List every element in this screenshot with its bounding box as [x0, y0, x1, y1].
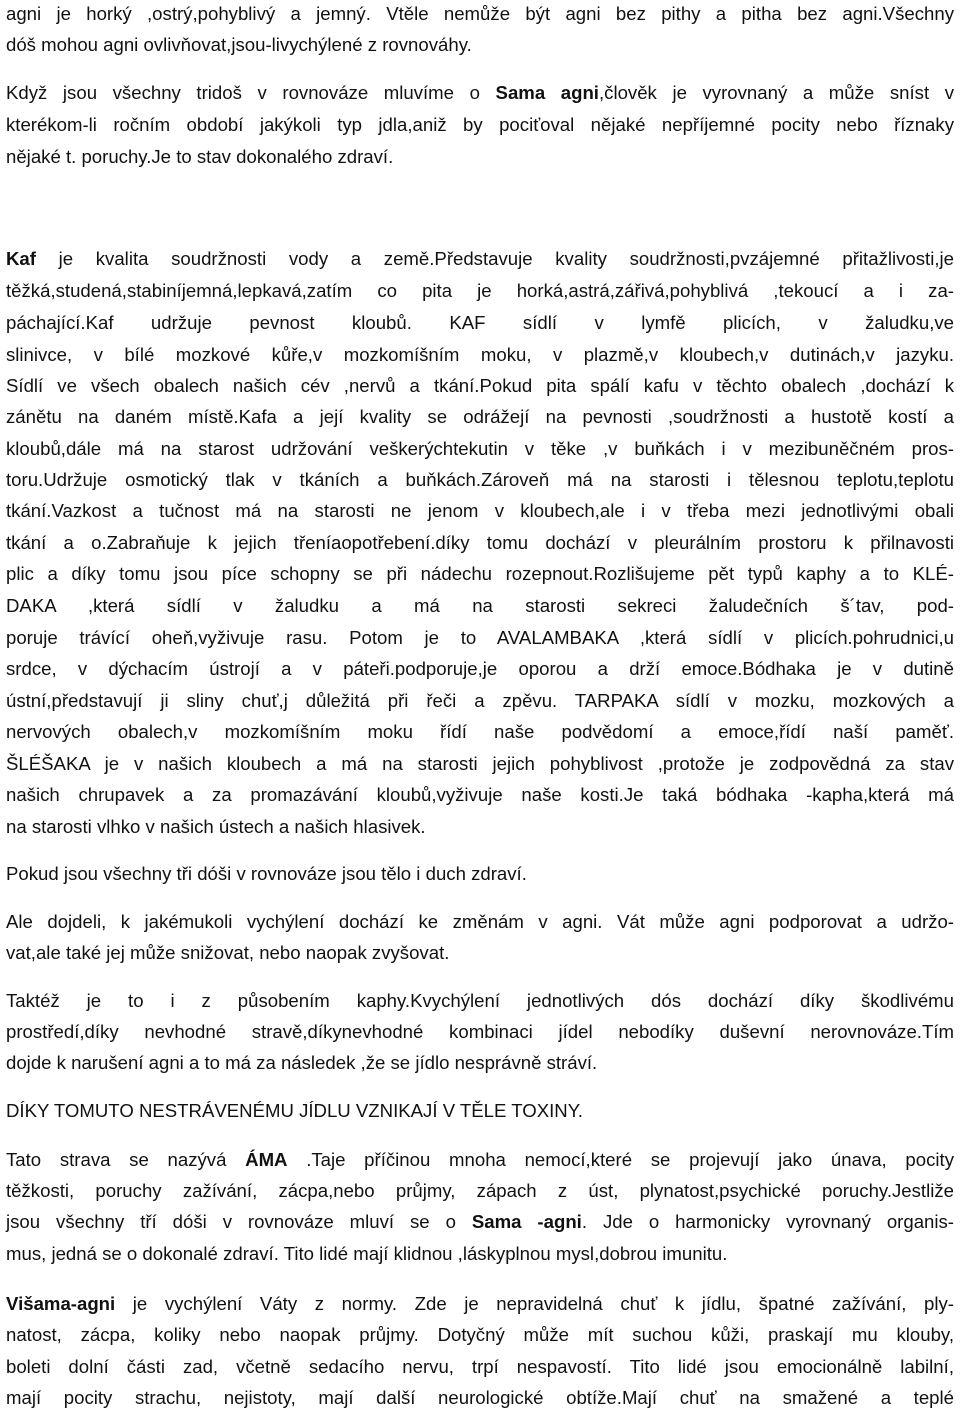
text-line: [6, 1018, 954, 1046]
text-span: Když jsou všechny tridoš v rovnováze mluvíme o: [6, 82, 496, 103]
text-span: . Jde o harmonicky vyrovnaný organis-: [581, 1211, 954, 1232]
text-line: [6, 1384, 954, 1412]
text-line: [6, 111, 954, 139]
text-span: slinivce, v bílé mozkové kůře,v mozkomíšním moku, v plazmě,v kloubech,v dutinách,v jazyku.: [6, 344, 954, 365]
text-span: DAKA ,která sídlí v žaludku a má na starosti sekreci žaludečních š´tav, pod-: [6, 595, 954, 616]
text-span: Tato strava se nazývá: [6, 1149, 246, 1170]
text-span: Sídlí ve všech obalech našich cév ,nervů a tkání.Pokud pita spálí kafu v těchto obalech ,dochází k: [6, 375, 954, 396]
text-span: Taktéž je to i z působením kaphy.Kvychýlení jednotlivých dós dochází díky škodlivému: [6, 990, 954, 1011]
text-span: našich chrupavek a za promazávání kloubů,vyživuje naše kosti.Je taká bódhaka -kapha,která má: [6, 784, 954, 805]
text-line: [6, 860, 954, 888]
text-span: DÍKY TOMUTO NESTRÁVENÉMU JÍDLU VZNIKAJÍ V TĚLE TOXINY.: [6, 1100, 583, 1121]
bold-term: Višama-agni: [6, 1293, 116, 1314]
text-line: [6, 309, 954, 337]
bold-term: Kaf: [6, 248, 36, 269]
text-line: [6, 341, 954, 369]
text-line: [6, 750, 954, 778]
text-line: [6, 592, 954, 620]
text-span: ústní,představují ji sliny chuť,j důležitá při řeči a zpěvu. TARPAKA sídlí v mozku, mozkových a: [6, 690, 954, 711]
text-span: kloubů,dále má na starost udržování veškerýchtekutin v těke ,v buňkách i v mezibuněčném pros-: [6, 438, 954, 459]
text-span: boleti dolní části zad, včetně sedacího nervu, trpí nespavostí. Tito lidé jsou emocionálně labilní,: [6, 1356, 954, 1377]
text-span: Pokud jsou všechny tři dóši v rovnováze jsou tělo i duch zdraví.: [6, 863, 527, 884]
text-line: [6, 1097, 954, 1125]
text-span: vat,ale také jej může snižovat, nebo naopak zvyšovat.: [6, 942, 450, 963]
text-line: [6, 277, 954, 305]
text-line: [6, 497, 954, 525]
text-span: dóš mohou agni ovlivňovat,jsou-livychýlené z rovnováhy.: [6, 34, 472, 55]
text-line: [6, 624, 954, 652]
text-line: [6, 718, 954, 746]
text-line: [6, 466, 954, 494]
text-line: [6, 655, 954, 683]
bold-term: ÁMA: [245, 1149, 288, 1170]
text-line: [6, 245, 954, 273]
text-line: [6, 403, 954, 431]
text-span: zánětu na daném místě.Kafa a její kvality se odrážejí na pevnosti ,soudržnosti a hustotě kostí a: [6, 406, 954, 427]
text-span: poruje trávící oheň,vyživuje rasu. Potom je to AVALAMBAKA ,která sídlí v plicích.pohrudnici,u: [6, 627, 954, 648]
text-line: [6, 372, 954, 400]
text-line: [6, 1290, 954, 1318]
text-line: [6, 1208, 954, 1236]
text-span: natost, zácpa, koliky nebo naopak průjmy. Dotyčný může mít suchou kůži, praskají mu klouby,: [6, 1324, 954, 1345]
text-span: těžkosti, poruchy zažívání, zácpa,nebo průjmy, zápach z úst, plynatost,psychické poruchy.Jestliže: [6, 1180, 954, 1201]
text-span: toru.Udržuje osmotický tlak v tkáních a buňkách.Zároveň má na starosti i tělesnou teplotu,teplotu: [6, 469, 954, 490]
text-line: [6, 1146, 954, 1174]
text-span: srdce, v dýchacím ústrojí a v páteři.podporuje,je oporou a drží emoce.Bódhaka je v dutině: [6, 658, 954, 679]
text-span: .Taje příčinou mnoha nemocí,které se projevují jako únava, pocity: [287, 1149, 954, 1170]
text-span: je kvalita soudržnosti vody a země.Představuje kvality soudržnosti,pvzájemné přitažlivosti,je: [35, 248, 954, 269]
text-span: dojde k narušení agni a to má za následek ,že se jídlo nesprávně stráví.: [6, 1052, 598, 1073]
text-line: [6, 813, 954, 841]
text-line: [6, 529, 954, 557]
text-span: kterékom-li ročním období jakýkoli typ jdla,aniž by pociťoval nějaké nepříjemné pocity nebo říznaky: [6, 114, 954, 135]
text-span: plic a díky tomu jsou píce schopny se při nádechu rozepnout.Rozlišujeme pět typů kaphy a to KLÉ-: [6, 563, 954, 584]
text-line: [6, 987, 954, 1015]
text-span: agni je horký ,ostrý,pohyblivý a jemný. Vtěle nemůže být agni bez pithy a pitha bez agni.Všechny: [6, 3, 954, 24]
text-line: [6, 435, 954, 463]
text-line: [6, 31, 954, 59]
text-span: nervových obalech,v mozkomíšním moku řídí naše podvědomí a emoce,řídí naší paměť.: [6, 721, 954, 742]
text-line: [6, 1321, 954, 1349]
text-span: těžká,studená,stabiníjemná,lepkavá,zatím co pita je horká,astrá,zářivá,pohyblivá ,tekoucí a i za-: [6, 280, 954, 301]
text-span: jsou všechny tří dóši v rovnováze mluví se o: [6, 1211, 472, 1232]
text-span: prostředí,díky nevhodné stravě,díkynevhodné kombinaci jídel nebodíky duševní nerovnováze.Tím: [6, 1021, 954, 1042]
bold-term: Sama -agni: [471, 1211, 582, 1232]
text-span: nějaké t. poruchy.Je to stav dokonalého zdraví.: [6, 146, 394, 167]
text-span: mají pocity strachu, nejistoty, mají další neurologické obtíže.Mají chuť na smažené a teplé: [6, 1387, 954, 1408]
text-span: na starosti vlhko v našich ústech a našich hlasivek.: [6, 816, 426, 837]
text-line: [6, 0, 954, 28]
text-line: [6, 1177, 954, 1205]
text-line: [6, 687, 954, 715]
text-line: [6, 1049, 954, 1077]
text-line: [6, 908, 954, 936]
text-line: [6, 1353, 954, 1381]
text-span: je vychýlení Váty z normy. Zde je nepravidelná chuť k jídlu, špatné zažívání, ply-: [115, 1293, 954, 1314]
text-span: Ale dojdeli, k jakémukoli vychýlení dochází ke změnám v agni. Vát může agni podporovat a udržo-: [6, 911, 954, 932]
text-span: páchající.Kaf udržuje pevnost kloubů. KAF sídlí v lymfě plicích, v žaludku,ve: [6, 312, 954, 333]
text-span: ŠLÉŠAKA je v našich kloubech a má na starosti jejich pohyblivost ,protože je zodpovědná za stav: [6, 753, 954, 774]
text-line: [6, 79, 954, 107]
text-line: [6, 143, 954, 171]
text-span: tkání.Vazkost a tučnost má na starosti ne jenom v kloubech,ale i v třeba mezi jednotlivými obali: [6, 500, 954, 521]
text-line: [6, 939, 954, 967]
text-line: [6, 781, 954, 809]
bold-term: Sama agni: [495, 82, 599, 103]
text-span: tkání a o.Zabraňuje k jejich třeníaopotřebení.díky tomu dochází v pleurálním prostoru k přilnavosti: [6, 532, 954, 553]
text-line: [6, 1240, 954, 1268]
text-span: mus, jedná se o dokonalé zdraví. Tito lidé mají klidnou ,láskyplnou mysl,dobrou imunitu.: [6, 1243, 728, 1264]
text-span: ,člověk je vyrovnaný a může sníst v: [598, 82, 954, 103]
text-line: [6, 560, 954, 588]
